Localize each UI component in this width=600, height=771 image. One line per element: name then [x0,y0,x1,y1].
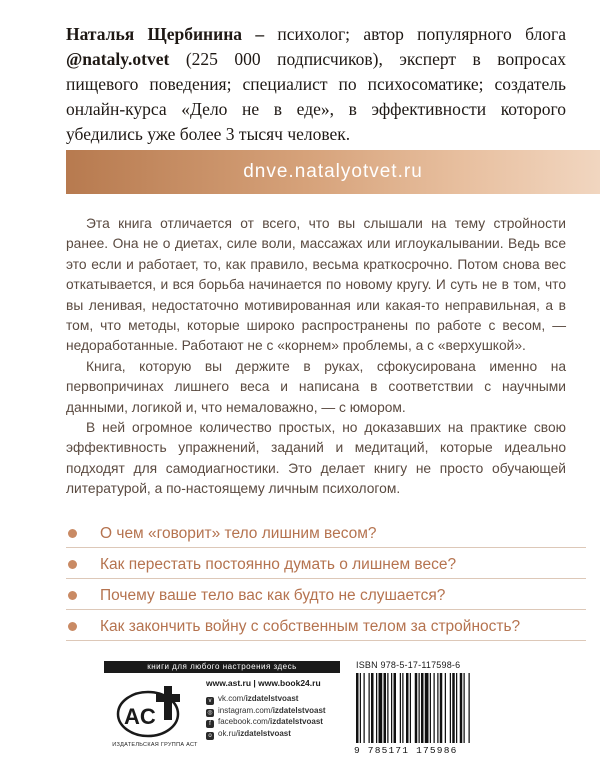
barcode-bar [391,673,392,743]
question-text: Почему ваше тело вас как будто не слушается? [100,587,446,604]
barcode-bar [394,673,397,743]
social-prefix: vk.com/ [218,694,246,703]
barcode-bar [460,673,463,743]
description-paragraph: Книга, которую вы держите в руках, сфокусирована именно на первопричинах лишнего веса и написана в соответствии с научными данными, логикой и, что немаловажно, — с юмором. [66,358,566,415]
social-link-vk[interactable] [206,693,326,705]
barcode-bar [400,673,401,743]
instagram-icon: ◎ [207,709,213,716]
barcode-bar [419,673,420,743]
question-list [66,520,586,644]
barcode-bar [379,673,383,743]
publisher-name: ИЗДАТЕЛЬСКАЯ ГРУППА АСТ [112,742,198,748]
social-prefix: facebook.com/ [218,717,271,726]
social-link-ok[interactable] [206,728,326,740]
barcode-bar [425,673,429,743]
question-text: Как перестать постоянно думать о лишнем весе? [100,556,457,573]
barcode-bar [406,673,409,743]
barcode-bar [364,673,365,743]
url-banner [66,150,600,194]
publisher-websites[interactable]: www.ast.ru | www.book24.ru [206,678,321,688]
barcode-bar [387,673,388,743]
barcode-bar [371,673,374,743]
author-bio-part-2: (225 000 подписчиков), эксперт в вопросах пищевого поведения; специалист по психосоматике; создатель онлайн-курса «Дело не в еде», в эффективности которого убедились уже более 3 тысяч человек. [66,49,566,144]
social-link-facebook[interactable] [206,716,326,728]
question-item [66,551,586,579]
barcode-bar [434,673,435,743]
barcode-bar [369,673,370,743]
logo-text: AC [124,704,156,729]
social-handle: izdatelstvoast [270,717,323,726]
barcode [354,673,514,743]
author-name: Наталья Щербинина [66,24,243,44]
barcode-bar [464,673,465,743]
description-paragraph: Эта книга отличается от всего, что вы слышали на тему стройности ранее. Она не о диетах, силе воли, массажах или иглоукалывании. Ведь все это если и работает, то, как правило, весьма краткосрочно. Потом снова вес откатывается, и вся борьба начинается по новому кругу. И суть не в том, что вы ленивая, недостаточно мотивированная или какая-то неправильная, а в том, что методы, которые широко распространены по работе с весом, — недоработанные. Работают не с «корнем» проблемы, а с «верхушкой». [66,216,566,354]
barcode-bar [356,673,359,743]
barcode-bar [360,673,361,743]
barcode-bar [415,673,418,743]
blog-handle: @nataly.otvet [66,49,170,69]
barcode-bar [421,673,424,743]
social-prefix: instagram.com/ [218,705,273,715]
barcode-bar [402,673,403,743]
bullet-dot-icon [68,560,77,569]
social-handle: izdatelstvoast [245,694,299,703]
bullet-dot-icon [68,591,77,600]
social-prefix: ok.ru/ [218,728,239,738]
question-item [66,613,586,641]
ast-logo-icon [116,680,188,742]
facebook-icon: f [206,720,214,728]
author-bio-part-1: психолог; автор популярного блога [277,24,566,44]
question-text: О чем «говорит» тело лишним весом? [100,525,377,542]
social-links [206,693,326,739]
barcode-bar [445,673,446,743]
barcode-number: 9 785171 175986 [354,745,458,756]
author-bio [66,22,566,147]
barcode-bar [384,673,387,743]
publisher-tagline: книги для любого настроения здесь [104,661,340,673]
barcode-bar [450,673,451,743]
question-item [66,582,586,610]
bullet-dot-icon [68,622,77,631]
vk-icon: v [206,697,214,705]
barcode-bar [410,673,411,743]
description-paragraph: В ней огромное количество простых, но доказавших на практике свою эффективность упражнений, заданий и медитаций, которые идеально подходят для самодиагностики. Это делает книгу не просто обучающей литературой, а по-настоящему личным психологом. [66,420,566,497]
barcode-bar [469,673,470,743]
social-handle: izdatelstvoast [238,728,291,738]
bullet-dot-icon [68,529,77,538]
barcode-bar [437,673,438,743]
question-item [66,520,586,548]
isbn: ISBN 978-5-17-117598-6 [356,660,461,670]
barcode-bar [430,673,431,743]
social-link-instagram[interactable] [206,705,326,717]
barcode-bar [440,673,443,743]
odnoklassniki-icon: o [206,732,214,740]
course-url[interactable]: dnve.natalyotvet.ru [243,161,423,182]
barcode-bar [376,673,377,743]
question-text: Как закончить войну с собственным телом за стройность? [100,618,521,635]
barcode-bar [452,673,455,743]
barcode-bar [456,673,457,743]
description [66,214,566,500]
social-handle: izdatelstvoast [272,705,326,715]
author-dash: – [242,24,278,44]
